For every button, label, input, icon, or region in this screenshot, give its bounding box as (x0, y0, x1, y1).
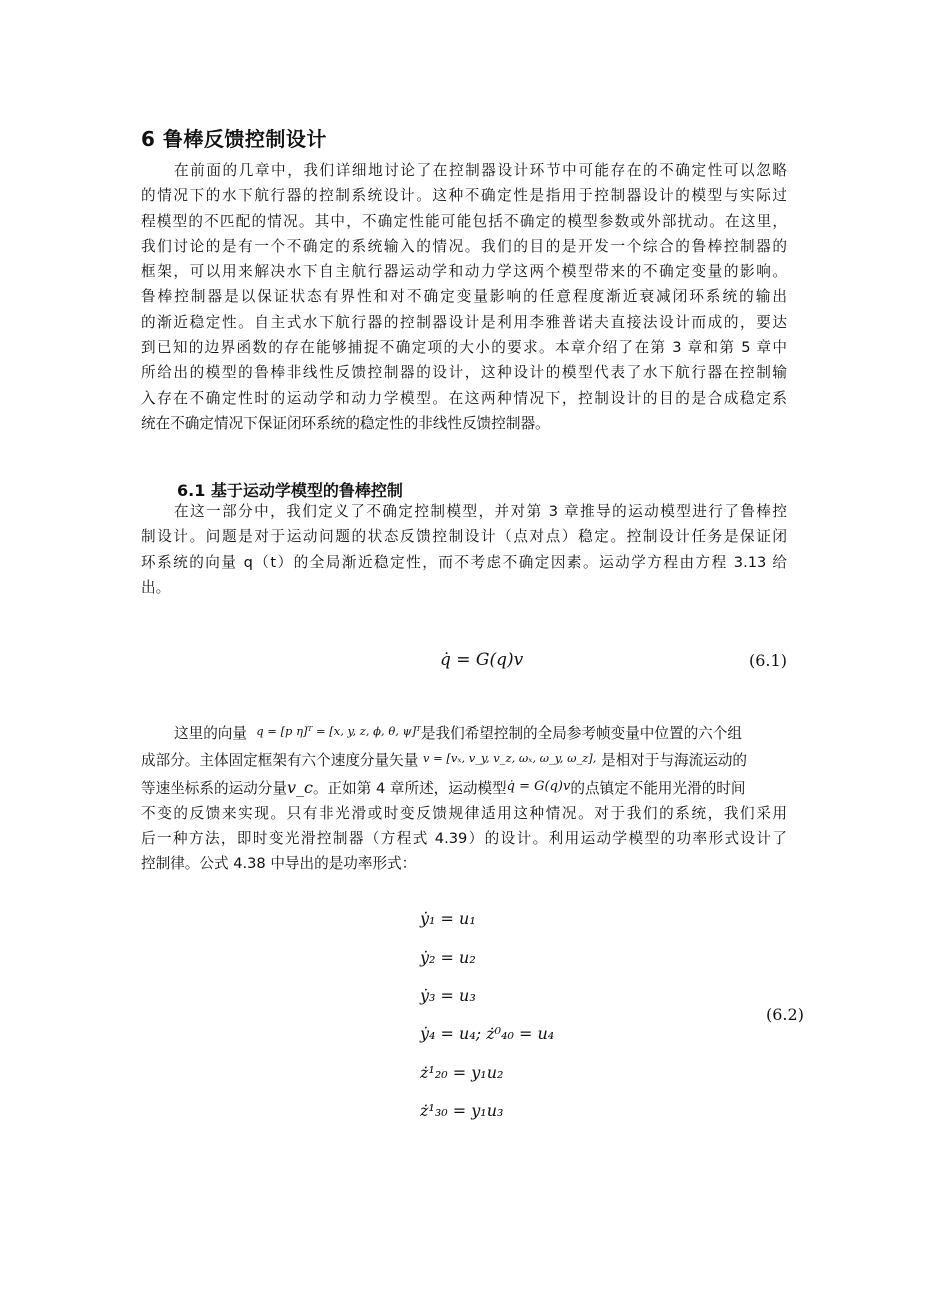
text-line (141, 719, 787, 746)
section-paragraph-1 (141, 499, 787, 600)
equation-line: ẏ₃ = u₃ (420, 986, 476, 1005)
text-run: 是相对于与海流运动的 (601, 752, 748, 770)
text-line: 我们讨论的是有一个不确定的系统输入的情况。我们的目的是开发一个综合的鲁棒控制器的 (141, 237, 787, 255)
text-run: 这里的向量 (174, 725, 247, 742)
text-line: 程模型的不匹配的情况。其中，不确定性能可能包括不确定的模型参数或外部扰动。在这里， (141, 212, 787, 230)
chapter-title: 6 鲁棒反馈控制设计 (141, 127, 327, 151)
text-line: 到已知的边界函数的存在能够捕捉不确定项的大小的要求。本章介绍了在第 3 章和第 5 章中 (141, 339, 787, 357)
text-line (141, 746, 787, 773)
text-line: 的渐近稳定性。自主式水下航行器的控制器设计是利用李雅普诺夫直接法设计而成的，要达 (141, 313, 787, 331)
text-line: 入存在不确定性时的运动学和动力学模型。在这两种情况下，控制设计的目的是合成稳定系 (141, 389, 787, 407)
text-run: 的点镇定不能用光滑的时间 (570, 779, 746, 797)
text-line: 控制律。公式 4.38 中导出的是功率形式： (141, 855, 417, 873)
text-line: 的情况下的水下航行器的控制系统设计。这种不确定性是指用于控制器设计的模型与实际过 (141, 187, 787, 205)
text-line: 环系统的向量 q（t）的全局渐近稳定性，而不考虑不确定因素。运动学方程由方程 3.13 给 (141, 553, 787, 571)
text-run: 。正如第 4 章所述，运动模型 (312, 779, 507, 797)
text-line: 不变的反馈来实现。只有非光滑或时变反馈规律适用这种情况。对于我们的系统，我们采用 (141, 804, 787, 822)
chapter-intro-paragraph (141, 158, 787, 436)
equation-line: ż¹₂₀ = y₁u₂ (420, 1063, 504, 1082)
text-run: 成部分。主体固定框架有六个速度分量矢量 (141, 752, 419, 770)
equation-line: ẏ₂ = u₂ (420, 948, 476, 967)
equation-line: ẏ₁ = u₁ (420, 909, 476, 928)
text-line: 出。 (141, 578, 171, 596)
text-line: 后一种方法，即时变光滑控制器（方程式 4.39）的设计。利用运动学模型的功率形式设计了 (141, 830, 787, 848)
section-title: 6.1 基于运动学模型的鲁棒控制 (177, 481, 403, 500)
text-run: 是我们希望控制的全局参考帧变量中位置的六个组 (420, 725, 742, 742)
section-paragraph-2 (141, 719, 787, 877)
text-line: 在这一部分中，我们定义了不确定控制模型，并对第 3 章推导的运动模型进行了鲁棒控 (174, 503, 787, 520)
text-line: 鲁棒控制器是以保证状态有界性和对不确定变量影响的任意程度渐近衰减闭环系统的输出 (141, 288, 787, 306)
text-line: 统在不确定情况下保证闭环系统的稳定性的非线性反馈控制器。 (141, 414, 550, 432)
text-line (141, 774, 787, 801)
equation-line: ż¹₃₀ = y₁u₃ (420, 1101, 504, 1120)
text-line: 框架，可以用来解决水下自主航行器运动学和动力学这两个模型带来的不确定变量的影响。 (141, 263, 787, 281)
text-line: 所给出的模型的鲁棒非线性反馈控制器的设计，这种设计的模型代表了水下航行器在控制输 (141, 364, 787, 382)
text-line: 制设计。问题是对于运动问题的状态反馈控制设计（点对点）稳定。控制设计任务是保证闭 (141, 528, 787, 546)
text-line: 在前面的几章中，我们详细地讨论了在控制器设计环节中可能存在的不确定性可以忽略 (174, 162, 787, 179)
inline-math-q: q = [p η]ᵀ = [x, y, z, ϕ, θ, ψ]ᵀ (256, 724, 421, 738)
inline-math-vc: v_c (286, 777, 313, 797)
equation-line: ẏ₄ = u₄; ż⁰₄₀ = u₄ (420, 1024, 555, 1043)
equation-6-1: q̇ = G(q)v (440, 650, 524, 670)
inline-math-kinematic: q̇ = G(q)v (506, 778, 571, 794)
inline-math-v: v = [vₓ, v_y, v_z, ωₓ, ω_y, ω_z], (422, 751, 597, 766)
equation-number-6-1: (6.1) (749, 651, 787, 670)
equation-number-6-2: (6.2) (766, 1005, 804, 1024)
text-run: 等速坐标系的运动分量 (141, 779, 287, 797)
